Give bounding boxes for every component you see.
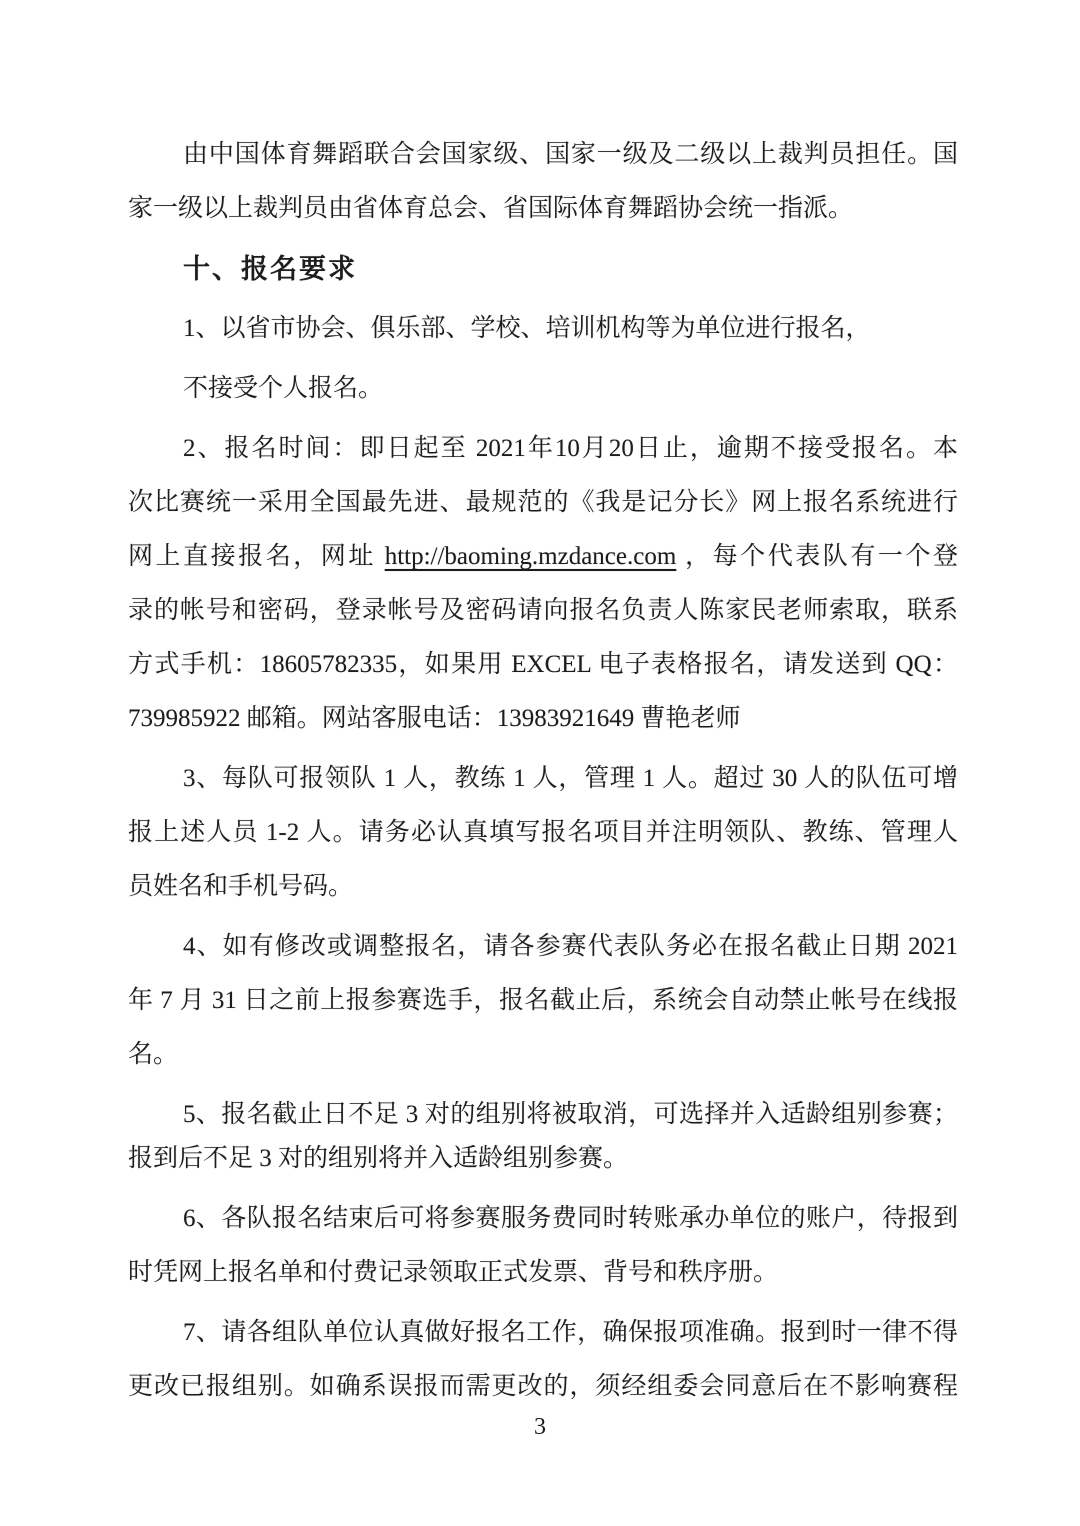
text-line: 网上直接报名，网址 http://baoming.mzdance.com ，每个代表队有一个登 [128,543,958,570]
text-line: 更改已报组别。如确系误报而需更改的，须经组委会同意后在不影响赛程 [128,1373,958,1400]
text-line: 时凭网上报名单和付费记录领取正式发票、背号和秩序册。 [128,1259,779,1286]
page-number: 3 [534,1414,546,1440]
text-line: 报上述人员 1-2 人。请务必认真填写报名项目并注明领队、教练、管理人 [128,819,958,846]
text-line: 由中国体育舞蹈联合会国家级、国家一级及二级以上裁判员担任。国 [183,141,958,168]
text-line: 3、每队可报领队 1 人，教练 1 人，管理 1 人。超过 30 人的队伍可增 [183,765,958,792]
text-line: 2、报名时间：即日起至 2021年10月20日止，逾期不接受报名。本 [183,435,958,462]
text-line: 录的帐号和密码，登录帐号及密码请向报名负责人陈家民老师索取，联系 [128,597,958,624]
text-line: 报到后不足 3 对的组别将并入适龄组别参赛。 [128,1145,629,1172]
text-line: 4、如有修改或调整报名，请各参赛代表队务必在报名截止日期 2021 [183,933,958,960]
document-body [128,128,958,1414]
text-line: 7、请各组队单位认真做好报名工作，确保报项准确。报到时一律不得 [183,1319,958,1346]
text-line: 家一级以上裁判员由省体育总会、省国际体育舞蹈协会统一指派。 [128,195,854,222]
section-heading: 十、报名要求 [183,254,357,284]
text-line: 不接受个人报名。 [183,375,384,402]
text-line: 6、各队报名结束后可将参赛服务费同时转账承办单位的账户，待报到 [183,1205,958,1232]
registration-url-link[interactable]: http://baoming.mzdance.com [384,543,677,570]
text-line: 方式手机：18605782335，如果用 EXCEL 电子表格报名，请发送到 QQ： [128,651,958,678]
text-line: 员姓名和手机号码。 [128,873,354,900]
text-line: 次比赛统一采用全国最先进、最规范的《我是记分长》网上报名系统进行 [128,489,958,516]
text-line: 名。 [128,1041,179,1068]
text-line: 5、报名截止日不足 3 对的组别将被取消，可选择并入适龄组别参赛； [183,1101,958,1128]
text-line: 年 7 月 31 日之前上报参赛选手，报名截止后，系统会自动禁止帐号在线报 [128,987,958,1014]
text-line: 739985922 邮箱。网站客服电话：13983921649 曹艳老师 [128,705,741,732]
text-line: 1、以省市协会、俱乐部、学校、培训机构等为单位进行报名， [183,315,871,342]
